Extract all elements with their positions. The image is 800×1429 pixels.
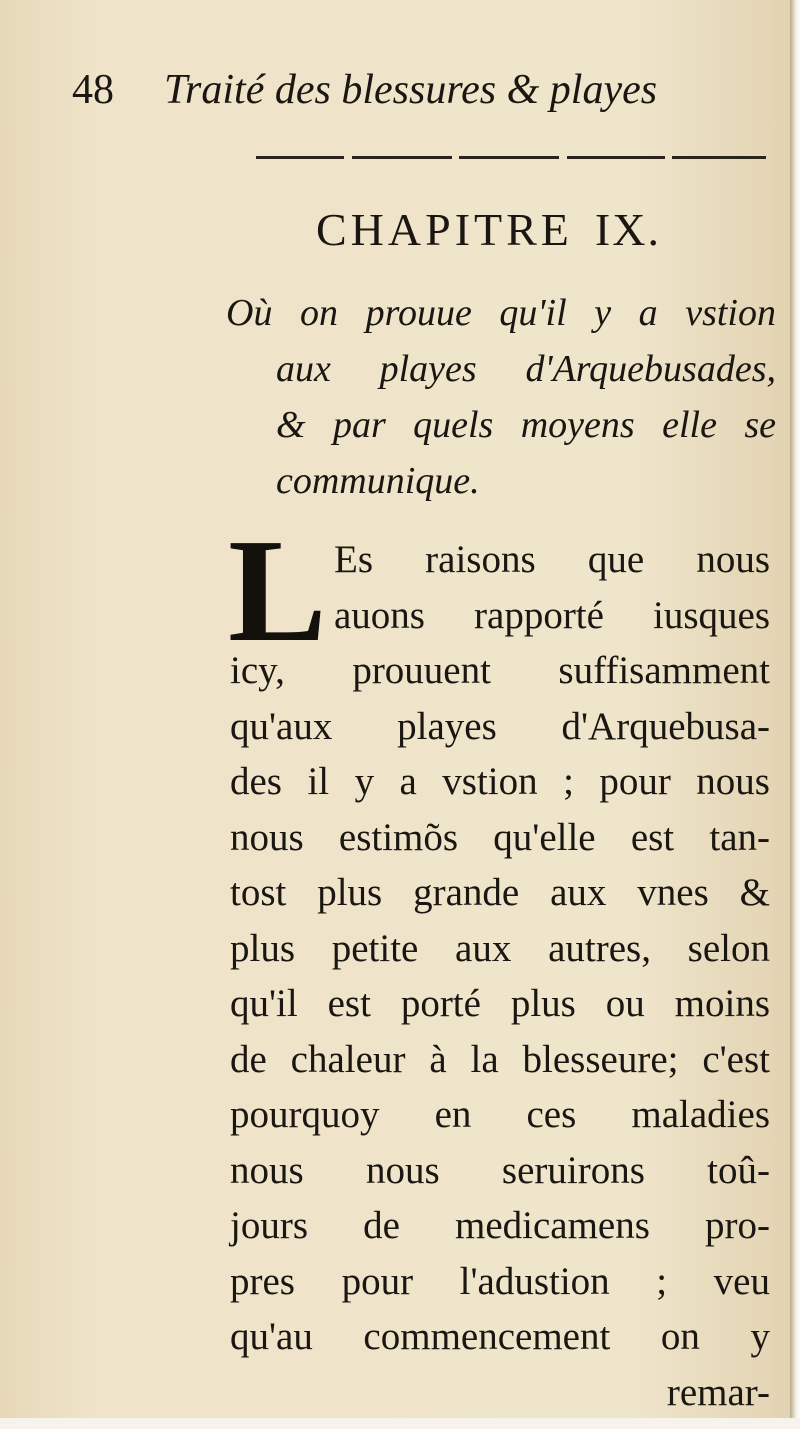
body-line: auons rapporté iusques bbox=[334, 593, 770, 637]
body-line: jours de medicamens pro- bbox=[230, 1204, 770, 1247]
chapter-heading bbox=[316, 198, 736, 262]
argument-line: Où on prouue qu'il y a vstion bbox=[226, 292, 776, 334]
page-number: 48 bbox=[72, 67, 114, 113]
rule-segment bbox=[352, 156, 452, 159]
chapter-number: IX. bbox=[594, 204, 661, 255]
body-line: tost plus grande aux vnes & bbox=[230, 871, 770, 914]
page-bottom-edge bbox=[0, 1418, 800, 1429]
body-line: plus petite aux autres, selon bbox=[230, 926, 770, 970]
body-line: qu'il est porté plus ou moins bbox=[230, 982, 770, 1025]
drop-cap: L bbox=[228, 536, 327, 646]
rule-segment bbox=[459, 156, 559, 159]
body-line: nous nous seruirons toû- bbox=[230, 1148, 770, 1192]
body-line: de chaleur à la blesseure; c'est bbox=[230, 1037, 770, 1081]
rule-segment bbox=[256, 156, 344, 159]
body-line: Es raisons que nous bbox=[334, 538, 770, 581]
body-line: pres pour l'adustion ; veu bbox=[230, 1259, 770, 1303]
chapter-label: CHAPITRE bbox=[316, 204, 573, 255]
argument-line: communique. bbox=[276, 460, 480, 502]
body-line: pourquoy en ces maladies bbox=[230, 1093, 770, 1136]
body-line: nous estimõs qu'elle est tan- bbox=[230, 815, 770, 859]
running-title: Traité des blessures & playes bbox=[164, 67, 658, 113]
body-line: qu'aux playes d'Arquebusa- bbox=[230, 704, 770, 748]
body-line: icy, prouuent suffisamment bbox=[230, 649, 770, 692]
chapter-argument bbox=[226, 285, 776, 509]
ornamental-rule bbox=[256, 155, 766, 161]
rule-segment bbox=[672, 156, 766, 159]
body-line: qu'au commencement on y bbox=[230, 1315, 770, 1358]
argument-line: & par quels moyens elle se bbox=[276, 404, 776, 446]
page-gutter-edge bbox=[790, 0, 800, 1429]
argument-line: aux playes d'Arquebusades, bbox=[276, 348, 776, 390]
rule-segment bbox=[567, 156, 665, 159]
body-text bbox=[230, 532, 770, 1420]
catchword: remar- bbox=[666, 1370, 770, 1414]
running-head bbox=[72, 62, 752, 118]
body-line: des il y a vstion ; pour nous bbox=[230, 760, 770, 803]
